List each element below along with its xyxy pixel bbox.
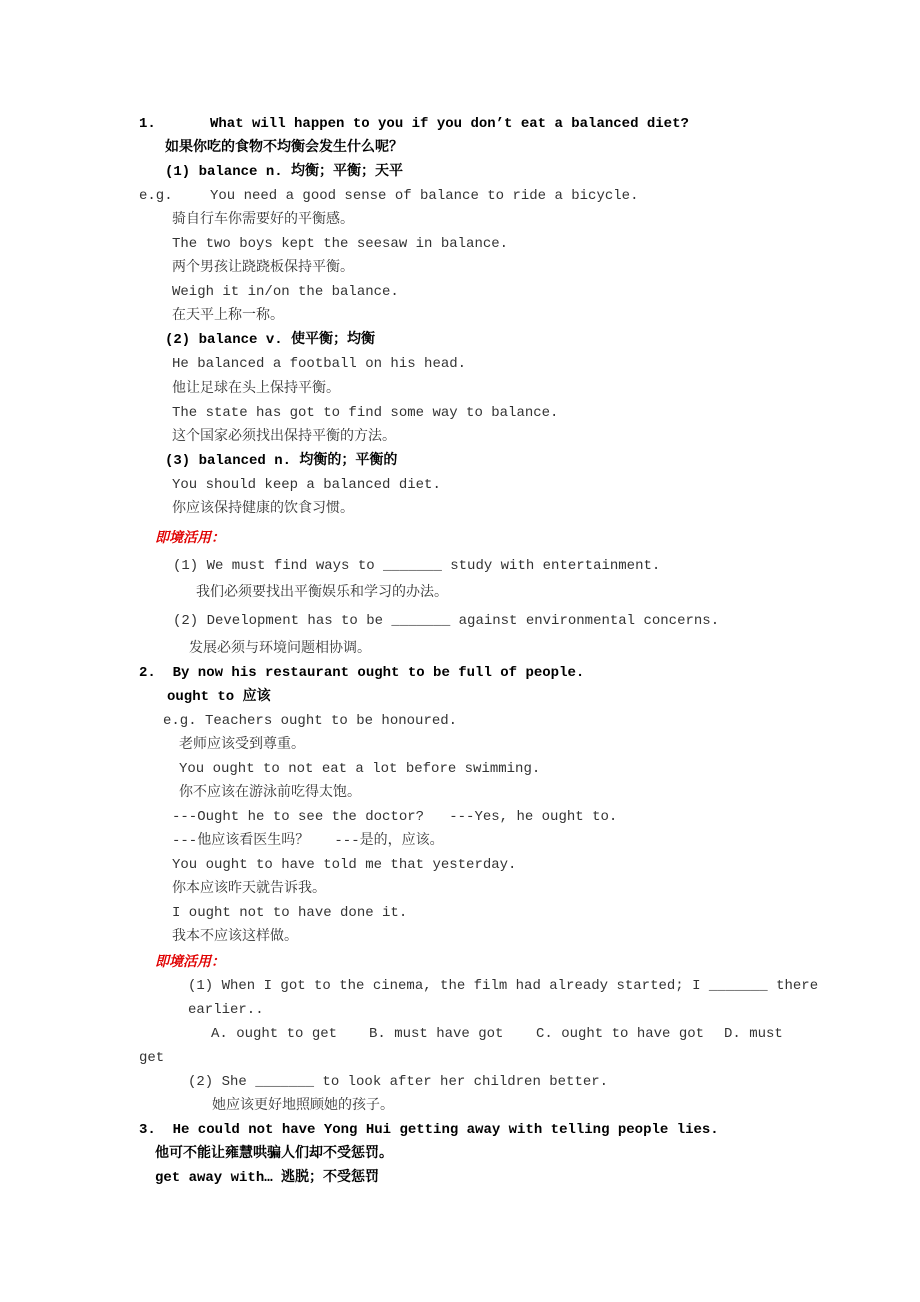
example: 他让足球在头上保持平衡。	[172, 381, 340, 397]
sub-heading: (3) balanced n. 均衡的；平衡的	[165, 453, 398, 469]
example: 你不应该在游泳前吃得太饱。	[179, 785, 361, 801]
example: ---他应该看医生吗？ ---是的，应该。	[172, 833, 444, 849]
example: 骑自行车你需要好的平衡感。	[172, 212, 354, 228]
example: e.g. Teachers ought to be honoured.	[163, 713, 458, 729]
exercise-translation: 她应该更好地照顾她的孩子。	[212, 1098, 394, 1114]
example: 你应该保持健康的饮食习惯。	[172, 501, 354, 517]
option-d: D. must	[724, 1026, 783, 1042]
exercise: (2) She _______ to look after her children better.	[188, 1074, 609, 1090]
example: Weigh it in/on the balance.	[172, 284, 399, 300]
example: You ought to have told me that yesterday.	[172, 857, 517, 873]
example: 老师应该受到尊重。	[179, 737, 305, 753]
sub-heading: ought to 应该	[167, 689, 271, 705]
example: ---Ought he to see the doctor? ---Yes, he ought to.	[172, 809, 618, 825]
practice-heading: 即境活用：	[155, 530, 225, 546]
example: He balanced a football on his head.	[172, 356, 467, 372]
example: 你本应该昨天就告诉我。	[172, 881, 326, 897]
section-title-cn: 他可不能让雍慧哄骗人们却不受惩罚。	[155, 1146, 393, 1162]
option-b: B. must have got	[369, 1026, 504, 1042]
exercise: (2) Development has to be _______ against environmental concerns.	[173, 613, 720, 629]
sub-heading: (2) balance v. 使平衡；均衡	[165, 332, 376, 348]
option-c: C. ought to have got	[536, 1026, 705, 1042]
example: The two boys kept the seesaw in balance.	[172, 236, 509, 252]
exercise: (1) When I got to the cinema, the film had already started; I _______ there	[188, 978, 819, 994]
example: 在天平上称一称。	[172, 308, 284, 324]
eg-label: e.g.	[139, 188, 173, 204]
section-title: 2. By now his restaurant ought to be full of people.	[139, 665, 585, 681]
example: You ought to not eat a lot before swimming.	[179, 761, 541, 777]
exercise-translation: 我们必须要找出平衡娱乐和学习的办法。	[196, 585, 448, 601]
section-number: 1.	[139, 116, 156, 132]
section-title: 3. He could not have Yong Hui getting away with telling people lies.	[139, 1122, 719, 1138]
option-d-cont: get	[139, 1050, 165, 1066]
example: The state has got to find some way to balance.	[172, 405, 559, 421]
exercise: (1) We must find ways to _______ study with entertainment.	[173, 558, 661, 574]
example: 两个男孩让跷跷板保持平衡。	[172, 260, 354, 276]
example: 我本不应该这样做。	[172, 929, 298, 945]
exercise: earlier..	[188, 1002, 264, 1018]
sub-heading: get away with… 逃脱；不受惩罚	[155, 1170, 380, 1186]
exercise-translation: 发展必须与环境问题相协调。	[189, 641, 371, 657]
sub-heading: (1) balance n. 均衡；平衡；天平	[165, 164, 404, 180]
example: I ought not to have done it.	[172, 905, 408, 921]
practice-heading: 即境活用：	[155, 954, 225, 970]
example: You should keep a balanced diet.	[172, 477, 441, 493]
section-title: What will happen to you if you don’t eat a balanced diet?	[210, 116, 689, 132]
example: 这个国家必须找出保持平衡的方法。	[172, 429, 396, 445]
section-title-cn: 如果你吃的食物不均衡会发生什么呢？	[165, 140, 403, 156]
example: You need a good sense of balance to ride a bicycle.	[210, 188, 639, 204]
option-a: A. ought to get	[211, 1026, 338, 1042]
